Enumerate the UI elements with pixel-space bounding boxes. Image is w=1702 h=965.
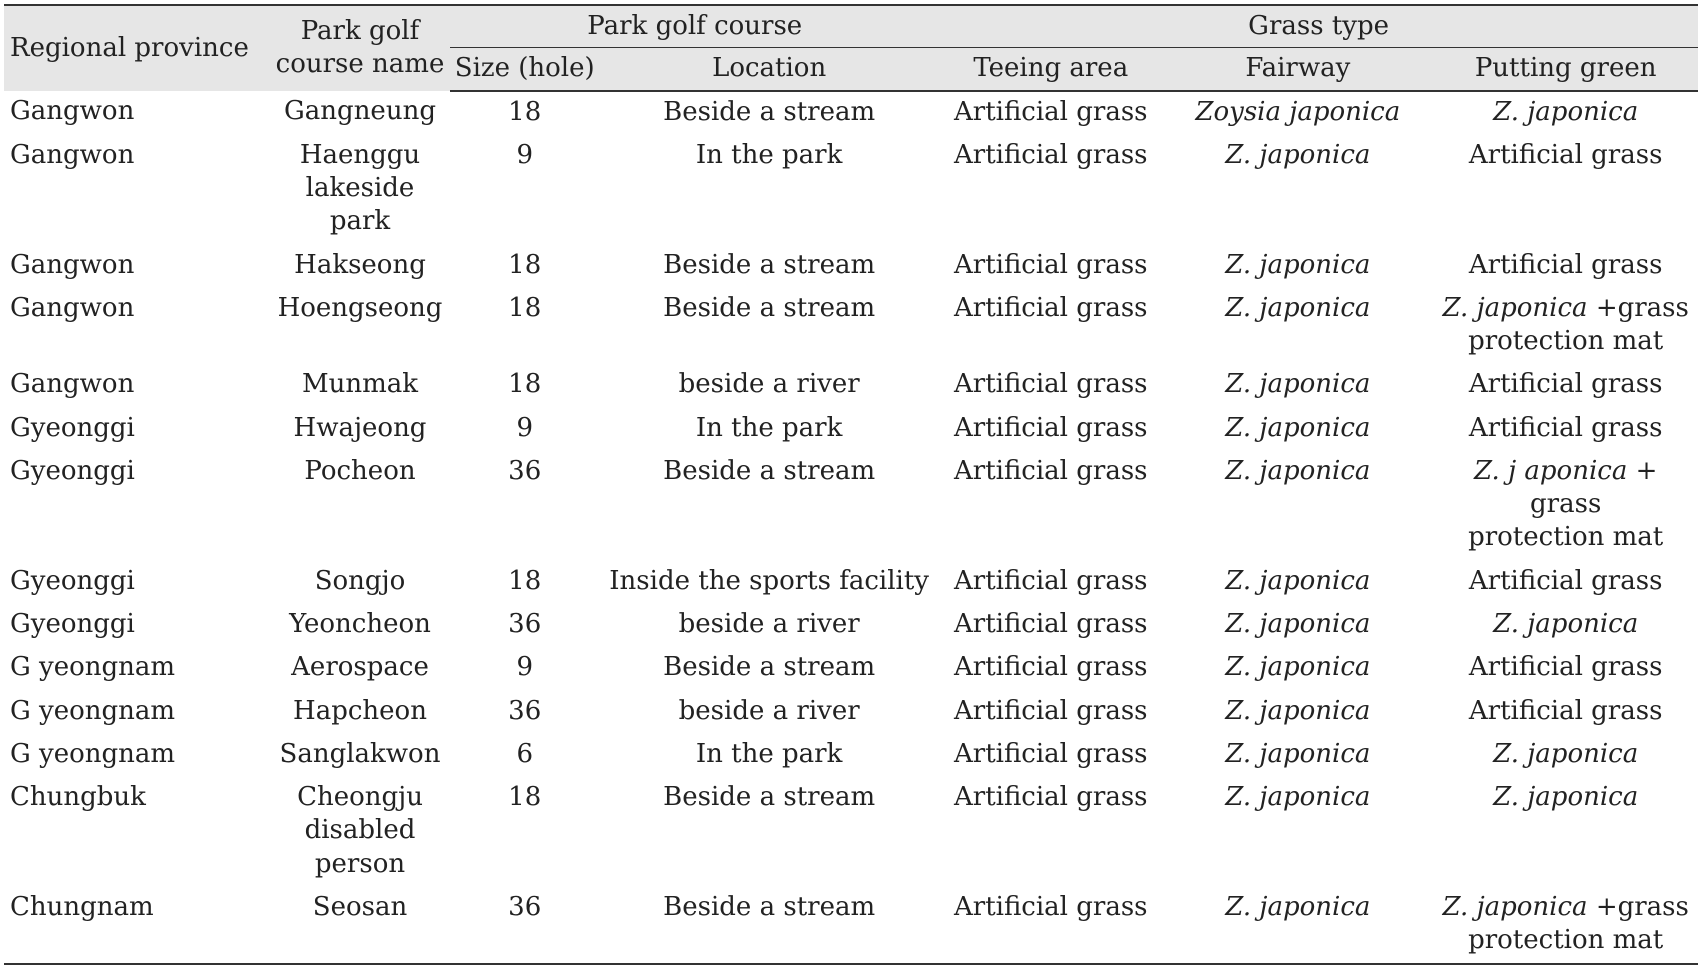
- putting-text: +grass: [1587, 292, 1689, 323]
- cell-location: Inside the sports facility: [609, 565, 929, 596]
- cell-size: 9: [516, 139, 533, 170]
- table-row: [4, 777, 1698, 887]
- cell-fairway: Z. japonica: [1162, 887, 1433, 965]
- putting-text: protection mat: [1468, 925, 1664, 956]
- course-name-line: Hwajeong: [293, 412, 427, 443]
- cell-course-name: [270, 245, 451, 288]
- course-name-line: Cheongju: [297, 782, 423, 813]
- cell-teeing: Artificial grass: [953, 96, 1148, 127]
- cell-putting: [1433, 408, 1698, 451]
- putting-text: Artificial grass: [1468, 369, 1663, 400]
- cell-location: In the park: [695, 412, 843, 443]
- table-row: [4, 887, 1698, 965]
- cell-size: 18: [508, 369, 542, 400]
- table-row: [4, 561, 1698, 604]
- course-name-line: lakeside park: [305, 173, 415, 237]
- table-row: [4, 364, 1698, 407]
- table-row: [4, 91, 1698, 135]
- cell-location: Beside a stream: [663, 652, 876, 683]
- cell-teeing: Artificial grass: [953, 695, 1148, 726]
- course-name-line: Munmak: [301, 369, 419, 400]
- cell-course-name: [270, 604, 451, 647]
- cell-fairway: Z. japonica: [1225, 249, 1371, 280]
- course-name-line: Aerospace: [291, 652, 429, 683]
- table-row: [4, 647, 1698, 690]
- course-name-line: Seosan: [312, 891, 408, 922]
- putting-text: +grass: [1587, 891, 1689, 922]
- course-name-line: Hoengseong: [277, 292, 443, 323]
- cell-fairway: Zoysia japonica: [1195, 96, 1401, 127]
- cell-province: G yeongnam: [10, 738, 176, 769]
- cell-putting: [1433, 777, 1698, 887]
- putting-text: Artificial grass: [1468, 249, 1663, 280]
- cell-fairway: Z. japonica: [1225, 782, 1371, 813]
- cell-province: Gangwon: [10, 139, 135, 170]
- table-body: [4, 91, 1698, 965]
- course-name-line: person: [314, 848, 406, 879]
- cell-putting: [1433, 647, 1698, 690]
- header-size: Size (hole): [450, 48, 599, 91]
- cell-province: Gangwon: [10, 95, 135, 126]
- cell-course-name: [270, 408, 451, 451]
- cell-province: Gangwon: [10, 249, 135, 280]
- cell-location: Beside a stream: [663, 292, 876, 323]
- course-name-line: Sanglakwon: [279, 738, 441, 769]
- cell-teeing: Artificial grass: [953, 782, 1148, 813]
- cell-putting: [1433, 91, 1698, 135]
- cell-size: 18: [508, 782, 542, 813]
- putting-text: Artificial grass: [1468, 412, 1663, 443]
- table-header: [4, 5, 1698, 91]
- cell-size: 18: [508, 96, 542, 127]
- header-teeing: Teeing area: [939, 48, 1162, 91]
- cell-course-name: [270, 288, 451, 365]
- cell-teeing: Artificial grass: [939, 887, 1162, 965]
- putting-text: Z. japonica: [1493, 96, 1639, 127]
- cell-fairway: Z. japonica: [1225, 652, 1371, 683]
- cell-province: Gyeonggi: [10, 455, 135, 486]
- cell-course-name: [270, 561, 451, 604]
- cell-teeing: Artificial grass: [953, 608, 1148, 639]
- cell-course-name: [270, 135, 451, 245]
- putting-text: Z. japonica: [1493, 738, 1639, 769]
- putting-text: Z. j aponica: [1473, 455, 1628, 486]
- cell-putting: [1433, 734, 1698, 777]
- cell-location: Beside a stream: [663, 249, 876, 280]
- cell-fairway: Z. japonica: [1225, 738, 1371, 769]
- course-name-line: Hapcheon: [293, 695, 427, 726]
- cell-putting: [1433, 364, 1698, 407]
- header-course-name-line2: course name: [275, 49, 445, 80]
- putting-text: Artificial grass: [1468, 139, 1663, 170]
- table-row: [4, 245, 1698, 288]
- header-grass-type: Grass type: [939, 5, 1698, 48]
- cell-course-name: [270, 887, 451, 965]
- cell-teeing: Artificial grass: [953, 412, 1148, 443]
- putting-text: Artificial grass: [1468, 652, 1663, 683]
- cell-course-name: [270, 647, 451, 690]
- header-course-name: [270, 5, 451, 91]
- putting-text: protection mat: [1468, 522, 1664, 553]
- cell-fairway: Z. japonica: [1225, 455, 1371, 486]
- cell-putting: [1433, 245, 1698, 288]
- cell-province: Chungbuk: [10, 782, 146, 813]
- table-row: [4, 691, 1698, 734]
- putting-text: Z. japonica: [1442, 292, 1588, 323]
- cell-location: In the park: [695, 738, 843, 769]
- cell-teeing: Artificial grass: [953, 652, 1148, 683]
- cell-teeing: Artificial grass: [953, 455, 1148, 486]
- cell-location: beside a river: [678, 695, 860, 726]
- cell-putting: [1433, 135, 1698, 245]
- cell-course-name: [270, 734, 451, 777]
- cell-fairway: Z. japonica: [1225, 292, 1371, 323]
- table-row: [4, 135, 1698, 245]
- cell-size: 36: [450, 887, 599, 965]
- table-row: [4, 734, 1698, 777]
- cell-province: Gangwon: [10, 369, 135, 400]
- cell-province: G yeongnam: [10, 652, 176, 683]
- cell-size: 6: [516, 738, 533, 769]
- cell-teeing: Artificial grass: [953, 738, 1148, 769]
- course-name-line: Yeoncheon: [289, 608, 431, 639]
- cell-putting: [1433, 561, 1698, 604]
- header-course-name-line1: Park golf: [300, 16, 420, 46]
- cell-fairway: Z. japonica: [1225, 608, 1371, 639]
- cell-putting: [1433, 288, 1698, 365]
- cell-fairway: Z. japonica: [1225, 369, 1371, 400]
- cell-location: In the park: [695, 139, 843, 170]
- cell-size: 36: [508, 695, 542, 726]
- table-row: [4, 408, 1698, 451]
- course-name-line: Hakseong: [294, 249, 426, 280]
- cell-province: Gyeonggi: [10, 608, 135, 639]
- cell-size: 18: [508, 249, 542, 280]
- cell-province: G yeongnam: [10, 695, 176, 726]
- header-regional-province: Regional province: [4, 5, 270, 91]
- cell-putting: [1433, 604, 1698, 647]
- cell-size: 9: [516, 652, 533, 683]
- header-fairway: Fairway: [1162, 48, 1433, 91]
- cell-size: 9: [516, 412, 533, 443]
- cell-putting: [1433, 691, 1698, 734]
- cell-fairway: Z. japonica: [1225, 139, 1371, 170]
- putting-text: Artificial grass: [1468, 695, 1663, 726]
- course-name-line: Gangneung: [284, 95, 436, 126]
- table-row: [4, 604, 1698, 647]
- cell-fairway: Z. japonica: [1225, 412, 1371, 443]
- cell-province: Chungnam: [4, 887, 270, 965]
- table-container: [4, 4, 1698, 965]
- cell-teeing: Artificial grass: [953, 139, 1148, 170]
- cell-putting: [1433, 451, 1698, 561]
- cell-size: 36: [508, 455, 542, 486]
- putting-text: Z. japonica: [1493, 782, 1639, 813]
- cell-province: Gyeonggi: [10, 565, 135, 596]
- putting-text: Z. japonica: [1493, 608, 1639, 639]
- course-name-line: Pocheon: [304, 455, 416, 486]
- course-name-line: Haenggu: [299, 139, 421, 170]
- putting-text: protection mat: [1468, 326, 1664, 357]
- cell-putting: [1433, 887, 1698, 965]
- cell-province: Gyeonggi: [10, 412, 135, 443]
- table-row: [4, 451, 1698, 561]
- cell-location: beside a river: [678, 608, 860, 639]
- cell-location: Beside a stream: [663, 782, 876, 813]
- course-name-line: Songjo: [314, 565, 406, 596]
- header-location: Location: [599, 48, 939, 91]
- header-park-golf-course: Park golf course: [450, 5, 939, 48]
- cell-location: beside a river: [678, 369, 860, 400]
- cell-fairway: Z. japonica: [1225, 565, 1371, 596]
- cell-size: 36: [508, 608, 542, 639]
- cell-teeing: Artificial grass: [953, 369, 1148, 400]
- putting-text: Z. japonica: [1442, 891, 1588, 922]
- putting-text: Artificial grass: [1468, 565, 1663, 596]
- cell-province: Gangwon: [10, 292, 135, 323]
- cell-fairway: Z. japonica: [1225, 695, 1371, 726]
- cell-teeing: Artificial grass: [953, 249, 1148, 280]
- table-row: [4, 288, 1698, 365]
- cell-location: Beside a stream: [663, 96, 876, 127]
- cell-course-name: [270, 364, 451, 407]
- cell-teeing: Artificial grass: [953, 292, 1148, 323]
- cell-course-name: [270, 91, 451, 135]
- putting-text: + grass: [1530, 455, 1658, 520]
- cell-course-name: [270, 777, 451, 887]
- cell-size: 18: [508, 565, 542, 596]
- header-putting: Putting green: [1433, 48, 1698, 91]
- park-golf-table: [4, 4, 1698, 965]
- cell-size: 18: [508, 292, 542, 323]
- cell-location: Beside a stream: [599, 887, 939, 965]
- cell-location: Beside a stream: [663, 455, 876, 486]
- cell-course-name: [270, 451, 451, 561]
- course-name-line: disabled: [304, 815, 416, 846]
- cell-teeing: Artificial grass: [953, 565, 1148, 596]
- cell-course-name: [270, 691, 451, 734]
